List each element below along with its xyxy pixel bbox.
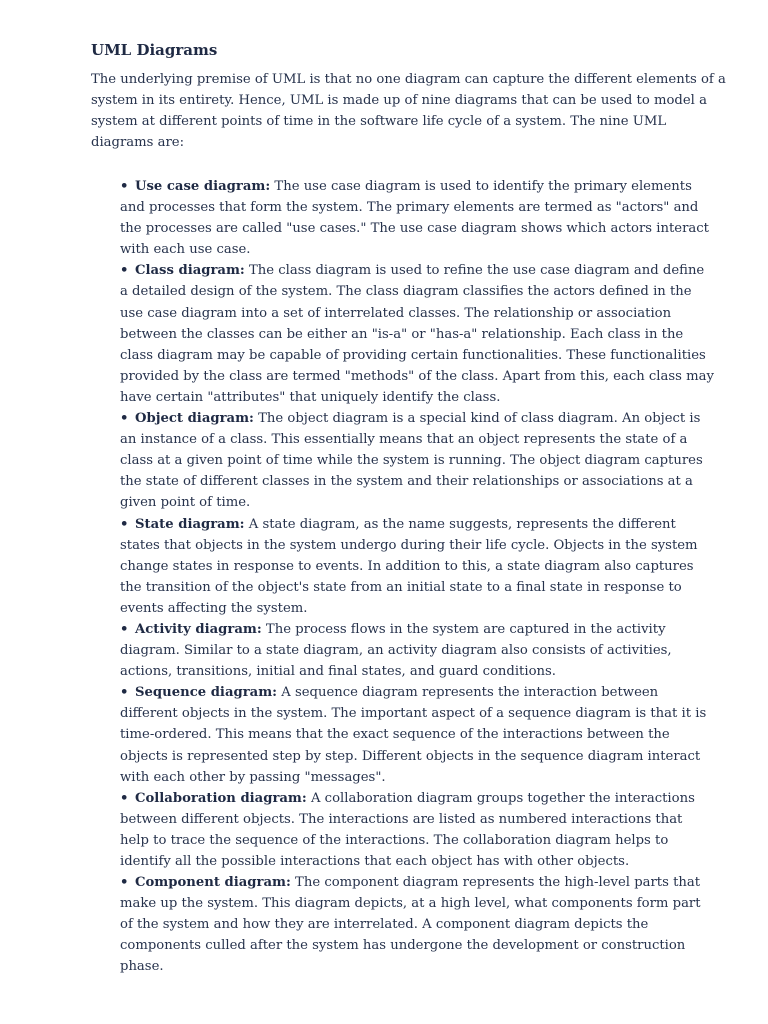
item-text: The process flows in the system are captured in the activity diagram. Similar to a state diagram, an activity diagram also consists of activities, actions, transitions, initial and final states, and guard conditions.: [120, 621, 672, 680]
list-item-sequence: [120, 682, 714, 787]
item-term: Object diagram:: [135, 411, 254, 427]
item-text: The component diagram represents the high-level parts that make up the system. This diagram depicts, at a high level, what components form part of the system and how they are interrelated. A component diagram depicts the components culled after the system has undergone the development or construction phase.: [120, 875, 701, 975]
list-item-state: [120, 514, 714, 619]
diagram-list: [120, 176, 714, 978]
bullet-icon: •: [120, 263, 129, 279]
item-text: The class diagram is used to refine the use case diagram and define a detailed design of the system. The class diagram classifies the actors defined in the use case diagram into a set of interrelated classes. The relationship or association between the classes can be either an "is-a" or "has-a" relationship. Each class in the class diagram may be capable of providing certain functionalities. These functionalities provided by the class are termed "methods" of the class. Apart from this, each class may have certain "attributes" that uniquely identify the class.: [120, 263, 714, 405]
intro-paragraph: The underlying premise of UML is that no one diagram can capture the different elements of a system in its entirety. Hence, UML is made up of nine diagrams that can be used to model a system at different points of time in the software life cycle of a system. The nine UML diagrams are:: [91, 72, 726, 150]
list-item-class: [120, 260, 714, 408]
item-term: Component diagram:: [135, 875, 291, 891]
item-text: The use case diagram is used to identify the primary elements and processes that form the system. The primary elements are termed as "actors" and the processes are called "use cases." The use case diagram shows which actors interact with each use case.: [120, 179, 709, 258]
item-text: A collaboration diagram groups together the interactions between different objects. The interactions are listed as numbered interactions that help to trace the sequence of the interactions. The collaboration diagram helps to identify all the possible interactions that each object has with other objects.: [120, 790, 695, 869]
list-item-object: [120, 408, 714, 513]
item-text: The object diagram is a special kind of class diagram. An object is an instance of a class. This essentially means that an object represents the state of a class at a given point of time while the system is running. The object diagram captures the state of different classes in the system and their relationships or associations at a given point of time.: [120, 411, 703, 511]
item-term: Use case diagram:: [135, 179, 271, 194]
bullet-icon: •: [120, 685, 129, 701]
bullet-icon: •: [120, 621, 129, 637]
item-term: Sequence diagram:: [135, 685, 278, 701]
item-term: State diagram:: [135, 516, 245, 532]
bullet-icon: •: [120, 179, 129, 194]
item-text: A state diagram, as the name suggests, represents the different states that objects in the system undergo during their life cycle. Objects in the system change states in response to events. In addition to this, a state diagram also captures the transition of the object's state from an initial state to a final state in response to events affecting the system.: [120, 516, 698, 616]
bullet-icon: •: [120, 516, 129, 532]
list-item-activity: [120, 619, 714, 682]
list-item-use-case: [120, 176, 714, 260]
bullet-icon: •: [120, 411, 129, 427]
list-item-collaboration: [120, 788, 714, 872]
bullet-icon: •: [120, 790, 129, 806]
item-term: Activity diagram:: [135, 621, 262, 637]
bullet-icon: •: [120, 875, 129, 891]
list-item-component: [120, 872, 714, 977]
item-term: Class diagram:: [135, 263, 245, 279]
item-text: A sequence diagram represents the interaction between different objects in the system. The important aspect of a sequence diagram is that it is time-ordered. This means that the exact sequence of the interactions between the objects is represented step by step. Different objects in the sequence diagram interact with each other by passing "messages".: [120, 685, 707, 785]
document-title: UML Diagrams: [91, 41, 218, 59]
item-term: Collaboration diagram:: [135, 790, 307, 806]
